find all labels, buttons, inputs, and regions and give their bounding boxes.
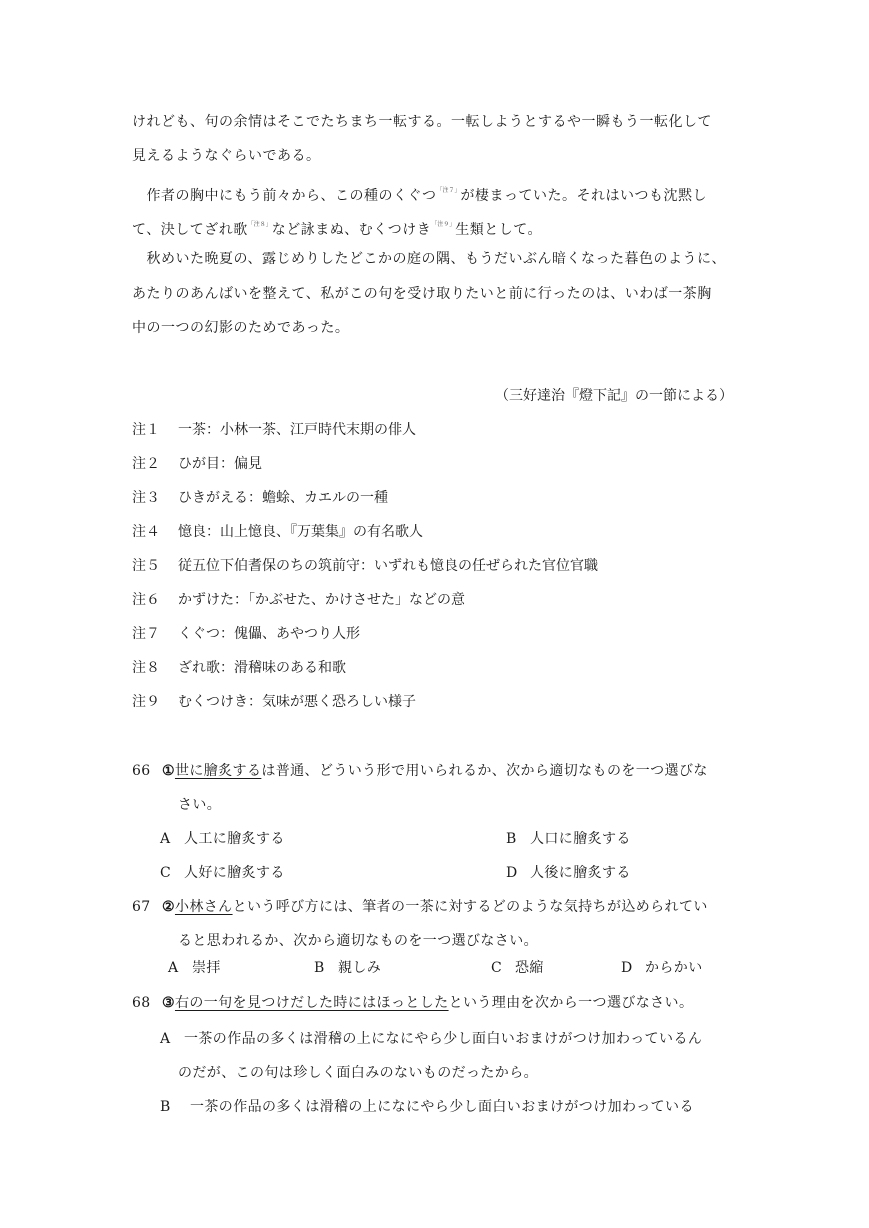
question-marker: ①	[162, 763, 175, 779]
passage-line: 秋めいた晩夏の、露じめりしたどこかの庭の隅、もうだいぶん暗くなった暮色のように、	[132, 251, 726, 267]
option-text: 崇拝	[192, 960, 221, 976]
passage-line: けれども、句の余情はそこでたちまち一転する。一転しようとするや一瞬もう一転化して	[132, 114, 712, 130]
question-text: という呼び方には、筆者の一茶に対するどのような気持ちが込められてい	[232, 899, 708, 915]
footnote	[132, 625, 360, 643]
question-marker: ②	[162, 899, 175, 915]
footnote	[132, 693, 416, 711]
passage-line: 見えるようなぐらいである。	[132, 148, 321, 164]
answer-option[interactable]	[314, 959, 381, 977]
footnote-number: 注４	[132, 524, 160, 540]
option-letter: C	[160, 865, 172, 881]
option-text: 一茶の作品の多くは滑稽の上になにやら少し面白いおまけがつけ加わっているん	[184, 1031, 703, 1047]
answer-option[interactable]	[160, 1030, 702, 1048]
question-text: という理由を次から一つ選びなさい。	[448, 995, 694, 1011]
underlined-phrase: 右の一句を見つけだした時にはほっとした	[174, 995, 449, 1011]
footnote-text: 一茶：小林一茶、江戸時代末期の俳人	[178, 422, 416, 438]
footnote	[132, 523, 423, 541]
option-letter: A	[160, 1031, 171, 1047]
option-letter: C	[491, 960, 503, 976]
answer-option[interactable]	[621, 959, 703, 977]
underlined-phrase: 世に膾炙する	[174, 763, 262, 779]
option-text: 人後に膾炙する	[530, 865, 631, 881]
footnote-number: 注９	[132, 694, 160, 710]
footnote	[132, 659, 346, 677]
footnote-text: 憶良：山上憶良、『万葉集』の有名歌人	[178, 524, 423, 540]
option-letter: B	[506, 831, 517, 847]
passage-text: て、決してざれ歌	[132, 222, 248, 238]
footnote	[132, 591, 465, 609]
question-number: 66	[132, 763, 151, 779]
option-text: 恐縮	[515, 960, 544, 976]
option-text: 親しみ	[338, 960, 382, 976]
option-letter: D	[621, 960, 633, 976]
option-letter: A	[168, 960, 179, 976]
passage-text: 作者の胸中にもう前々から、この種のくぐつ	[132, 188, 437, 204]
footnote	[132, 557, 598, 575]
option-text-continued: のだが、この句は珍しく面白みのないものだったから。	[178, 1065, 538, 1081]
question-text-continued: さい。	[178, 797, 222, 813]
option-text: 人工に膾炙する	[184, 831, 285, 847]
answer-option[interactable]	[506, 830, 631, 848]
option-letter: B	[160, 1099, 171, 1115]
note-ref-9: 「注９」	[431, 221, 456, 228]
footnote-number: 注７	[132, 626, 160, 642]
passage-text: など詠まぬ、むくつけき	[271, 222, 432, 238]
footnote-text: かずけた：「かぶせた、かけさせた」などの意	[178, 592, 465, 608]
option-text: からかい	[645, 960, 703, 976]
note-ref-7: 「注７」	[436, 187, 461, 194]
answer-option[interactable]	[160, 1098, 694, 1116]
footnote	[132, 489, 388, 507]
question-66	[132, 762, 708, 780]
footnote-number: 注１	[132, 422, 160, 438]
footnote	[132, 421, 416, 439]
option-text: 人好に膾炙する	[184, 865, 285, 881]
option-text: 一茶の作品の多くは滑稽の上になにやら少し面白いおまけがつけ加わっている	[190, 1099, 694, 1115]
footnote	[132, 455, 262, 473]
answer-option[interactable]	[168, 959, 221, 977]
question-text-continued: ると思われるか、次から適切なものを一つ選びなさい。	[178, 933, 538, 949]
answer-option[interactable]	[506, 864, 631, 882]
footnote-text: くぐつ：傀儡、あやつり人形	[178, 626, 360, 642]
answer-option[interactable]	[160, 864, 285, 882]
footnote-number: 注５	[132, 558, 160, 574]
footnote-number: 注３	[132, 490, 160, 506]
question-text: は普通、どういう形で用いられるか、次から適切なものを一つ選びな	[261, 763, 708, 779]
passage-text: 生類として。	[455, 222, 542, 238]
passage-line: 中の一つの幻影のためであった。	[132, 320, 350, 336]
answer-option[interactable]	[491, 959, 544, 977]
passage-line: あたりのあんばいを整えて、私がこの句を受け取りたいと前に行ったのは、いわば一茶胸	[132, 286, 712, 302]
option-letter: B	[314, 960, 325, 976]
question-number: 67	[132, 899, 151, 915]
answer-option[interactable]	[160, 830, 285, 848]
option-letter: A	[160, 831, 171, 847]
passage-line	[132, 182, 707, 205]
source-citation: （三好達治『燈下記』の一節による）	[495, 388, 733, 404]
question-68	[132, 994, 693, 1012]
footnote-number: 注２	[132, 456, 160, 472]
passage-line	[132, 216, 542, 239]
option-text: 人口に膾炙する	[530, 831, 631, 847]
option-letter: D	[506, 865, 518, 881]
footnote-number: 注８	[132, 660, 160, 676]
note-ref-8: 「注８」	[247, 221, 272, 228]
question-67	[132, 898, 708, 916]
question-number: 68	[132, 995, 151, 1011]
footnote-text: ひきがえる：蟾蜍、カエルの一種	[178, 490, 388, 506]
footnote-number: 注６	[132, 592, 160, 608]
passage-text: が棲まっていた。それはいつも沈黙し	[460, 188, 708, 204]
question-marker: ③	[162, 995, 175, 1011]
underlined-phrase: 小林さん	[174, 899, 233, 915]
footnote-text: ざれ歌：滑稽味のある和歌	[178, 660, 346, 676]
footnote-text: むくつけき：気味が悪く恐ろしい様子	[178, 694, 416, 710]
footnote-text: ひが目：偏見	[178, 456, 262, 472]
footnote-text: 従五位下伯耆保のちの筑前守：いずれも憶良の任ぜられた官位官職	[178, 558, 598, 574]
